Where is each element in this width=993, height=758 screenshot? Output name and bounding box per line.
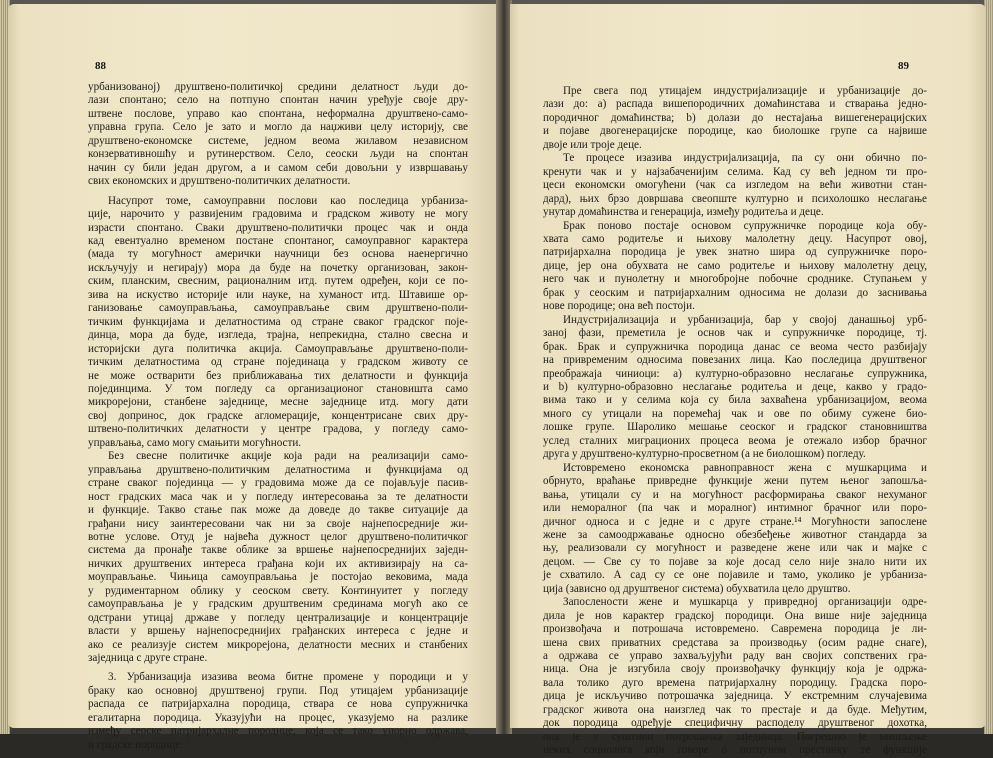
text-line: двоје или троје деце. xyxy=(543,138,642,151)
body-text xyxy=(543,85,927,758)
text-line: патријархална породица је увек знатно шира од супружничке поро- xyxy=(543,246,927,259)
text-line: лошке групе. Шаролико мешање сеоског и градског становништва xyxy=(543,421,927,434)
text-line: друга у друштвено-културно-просветном (а не биолошком) погледу. xyxy=(543,448,866,461)
text-line: ница. Она је изгубила своју произвођачку функцију која је одржа- xyxy=(543,663,927,676)
text-line: Без свесне политичке акције која ради на реализацији само- xyxy=(108,450,468,463)
text-line: она је у суштини потрошачка заједница. Погрешно је мишљење xyxy=(543,730,927,743)
text-line: дила је нов карактер градској породици. Она више није заједница xyxy=(543,609,927,622)
text-line: свој допринос, док градске агломерације, концентрисане свих дру- xyxy=(88,409,468,422)
text-line: и појаве двогенерацијске породице, као биолошке групе са највише xyxy=(543,125,927,138)
text-line: не може остварити без приближавања тих делатности и функција xyxy=(88,369,468,382)
text-line: децом. — Све су то појаве за које досад село није знало нити их xyxy=(543,555,927,568)
text-line: израсти спонтано. Сваки друштвено-политички процес чак и онда xyxy=(88,221,468,234)
text-line: преображаја чиниоци: а) културно-образовно неслагање супружника, xyxy=(543,367,927,380)
text-line: управљања друштвено-политичким делатностима и функцијама од xyxy=(88,463,468,476)
text-line: динца, мора да буде, изгледа, трајна, непрекидна, стално свесна и xyxy=(88,329,468,342)
text-line: штвено-политичких делатности у центре градова, у погледу само- xyxy=(88,423,468,436)
text-line: микрорејони, станбене заједнице, месне заједнице итд. могу дати xyxy=(88,396,468,409)
text-line: хвата само родитеље и њихову малолетну децу. Насупрот овој, xyxy=(543,232,927,245)
text-line: Те процесе изазива индустријализација, па су они обично по- xyxy=(563,152,927,165)
text-line: дице, јер она обухвата не само родитеље и њихову малолетну децу, xyxy=(543,259,927,272)
text-line: самоуправљања је у градским друштвеним срединама могућ ако се xyxy=(88,598,468,611)
text-line: искључују и негирају) мора да буде на почетку организован, закон- xyxy=(88,261,468,274)
text-line: у рудиментарном облику у сеоском свету. Континуитет у погледу xyxy=(88,584,468,597)
text-line: вотне услове. Отуд је највећа дужност целог друштвено-политичког xyxy=(88,530,468,543)
text-line: унутар домаћинства и генерација, између родитеља и деце. xyxy=(543,206,824,219)
text-line: 3. Урбанизација изазива веома битне промене у породици и у xyxy=(108,671,468,684)
text-line: и b) културно-образовно неслагање родитеља и деце, какво у градо- xyxy=(543,380,927,393)
text-line: ност градских маса чак и у погледу интересовања за те делатности xyxy=(88,490,468,503)
text-line: и градске породице: xyxy=(88,738,184,751)
text-line: урбанизованој) друштвено-политичкој средини делатност људи до- xyxy=(88,81,468,93)
text-line: вања, утицали су и на могућност расформирања сваког нехуманог xyxy=(543,488,927,501)
text-line: дард), њих брзо довршава свеопште културно и психолошко неслагање xyxy=(543,192,927,205)
text-line: тичким делатностима од стране појединаца у градском животу се xyxy=(88,356,468,369)
text-line: (мада ту могућност амерички научници без основа наенергично xyxy=(88,248,468,261)
text-line: браку као основној друштвеној групи. Под утицајем урбанизације xyxy=(88,684,468,697)
text-line: егалитарна породица. Указујући на процес, указујемо на разлике xyxy=(88,711,468,724)
text-line: дица је искључиво потрошачка заједница. У екстремним случајевима xyxy=(543,690,927,703)
text-line: дичног односа и с једне и с друге стране.¹⁴ Могућности запослене xyxy=(543,515,927,528)
text-line: ским, планским, свесним, рационалним итд. путем одређен, који се по- xyxy=(88,275,468,288)
text-line: зива на искуство историје или науке, на хуманост итд. Штавише ор- xyxy=(88,288,468,301)
text-line: ганизовање самоуправљања, самоуправљање свим друштвено-поли- xyxy=(88,302,468,315)
text-line: шена свих приватних средстава за производњу (осим радне снаге), xyxy=(543,636,927,649)
text-line: власти у вршењу најнепосреднијих грађанских интереса с једне и xyxy=(88,625,468,638)
text-line: брак. Брак и супружничка породица данас се веома често разбијају xyxy=(543,340,927,353)
page-number: 88 xyxy=(95,60,106,72)
text-line: заној фази, преметила је основ чак и супружничке породице, тј. xyxy=(543,327,927,340)
text-line: а одржава се управо захваљујући раду ван својих сопствених гра- xyxy=(543,650,927,663)
text-line: лази спонтано; село на потпуно спонтан начин уређује своје дру- xyxy=(88,94,468,107)
text-line: лази до: а) распада вишепородичних домаћинстава и стварања једно- xyxy=(543,98,927,111)
text-line: грађани нису заинтересовани чак ни за своје најнепосредније жи- xyxy=(88,517,468,530)
text-line: појединцима. У том погледу са организационог становишта само xyxy=(88,382,468,395)
text-line: породичног домаћинства; b) долази до нестајања вишегенерацијских xyxy=(543,111,927,124)
text-line: конзервативношћу и рутинерством. Село, сеоски људи на спонтан xyxy=(88,148,468,161)
text-line: вима тако и у селима која су била захваћена урбанизацијом, веома xyxy=(543,394,927,407)
text-line: Брак поново постаје основом супружничке породице која обу- xyxy=(563,219,927,232)
text-line: управљања, само могу смањити могућности. xyxy=(88,436,302,449)
text-line: Истовремено економска равноправност жена с мушкарцима и xyxy=(563,461,927,474)
text-line: много су утицали на поремећај чак и ове по обиму сужене био- xyxy=(543,407,927,420)
text-line: је схватило. А сад су се оне појавиле и тамо, уколико је урбаниза- xyxy=(543,569,927,582)
text-line: између сеоске патријархалне породице, која се тако упорно одржава, xyxy=(88,725,468,738)
body-text xyxy=(88,81,468,752)
text-line: него чак и пунолетну и многобројне побочне сроднике. Ступањем у xyxy=(543,273,927,286)
text-line: ције, нарочито у развијеним градовима и градском животу не могу xyxy=(88,208,468,221)
text-line: распада се патријархална породица, ствара се нова супружничка xyxy=(88,698,468,711)
text-line: на привременим односима повезаних лица. Као последица друштвеног xyxy=(543,354,927,367)
text-line: историјски дуга политичка акција. Самоуправљање друштвено-поли- xyxy=(88,342,468,355)
text-line: жене за самоодржавање односно обезбеђење животног стандарда за xyxy=(543,528,927,541)
text-line: заједница с друге стране. xyxy=(88,652,208,665)
text-line: неких социолога који говоре о потпуном престанку те функције xyxy=(543,744,927,757)
text-line: одстрани утицај државе у погледу централизације и концентрације xyxy=(88,611,468,624)
text-line: ако се реализује систем микрорејона, делатности месних и станбених xyxy=(88,638,468,651)
text-line: моуправљање. Чињица самоуправљања је постојао вековима, мада xyxy=(88,571,468,584)
text-line: начин су били један другом, а и самом себи довољни у извршавању xyxy=(88,161,468,174)
text-line: Пре свега под утицајем индустријализације и урбанизације до- xyxy=(563,85,927,97)
text-line: штвене послове, управо као спонтана, неформална друштвено-само- xyxy=(88,107,468,120)
text-line: ција (зависно од друштвеног система) обухватила цело друштво. xyxy=(543,582,851,595)
text-line: и функције. Такво стање пак може да доведе до такве ситуације да xyxy=(88,504,468,517)
left-page xyxy=(8,4,497,751)
text-line: или неморалног (па чак и моралног) интимног брачног или поро- xyxy=(543,502,927,515)
text-line: вала толико дуго времена патријархалну породицу. Градска поро- xyxy=(543,676,927,689)
text-line: док породица одређује специфичну расподелу друштвеног дохотка, xyxy=(543,717,927,730)
text-line: брак у сеоским и патријархалним односима не долази до заснивања xyxy=(543,286,927,299)
text-line: услед сталних миграционих процеса веома је отежало избор брачног xyxy=(543,434,927,447)
right-page xyxy=(510,4,986,757)
text-line: свих економских и друштвено-политичких делатности. xyxy=(88,175,351,188)
text-line: тичким функцијама и делатностима од стране сваког градског поје- xyxy=(88,315,468,328)
text-line: ничких друштвених интереса грађана који их активизирају на са- xyxy=(88,557,468,570)
page-number: 89 xyxy=(898,60,909,72)
text-line: градског живота она наизглед чак то престаје и да буде. Међутим, xyxy=(543,703,927,716)
text-line: Индустријализација и урбанизација, бар у својој данашњој урб- xyxy=(563,313,927,326)
text-line: цеси економски омогућени (чак са изгледом на већи животни стан- xyxy=(543,179,927,192)
text-line: кренути чак и у најзабаченијим селима. Кад су већ једном ти про- xyxy=(543,165,927,178)
text-line: нове породице; она већ постоји. xyxy=(543,300,695,313)
text-line: система да пронађе такве облике за вршење најнепосреднијих заједн- xyxy=(88,544,468,557)
text-line: произвођача и потрошача истовремено. Савремена породица је ли- xyxy=(543,623,927,636)
text-line: њу, реализовали су могућност и разведене жене или чак и мајке с xyxy=(543,542,927,555)
text-line: Запослености жене и мушкарца у привредној организацији одре- xyxy=(563,596,927,609)
text-line: управна група. Село је зато и могло да наџживи целу историју, све xyxy=(88,121,468,134)
text-line: Насупрот томе, самоуправни послови као последица урбаниза- xyxy=(108,194,468,207)
text-line: обрнуто, враћање привредне функције жени путем њеног запошља- xyxy=(543,475,927,488)
text-line: кад евентуално временом постане спонтаног, самоуправног карактера xyxy=(88,234,468,247)
text-line: друштвено-економске системе, једном веома жилавом независном xyxy=(88,134,468,147)
text-line: стране сваког појединца — у градовима може да се појављује пасив- xyxy=(88,477,468,490)
